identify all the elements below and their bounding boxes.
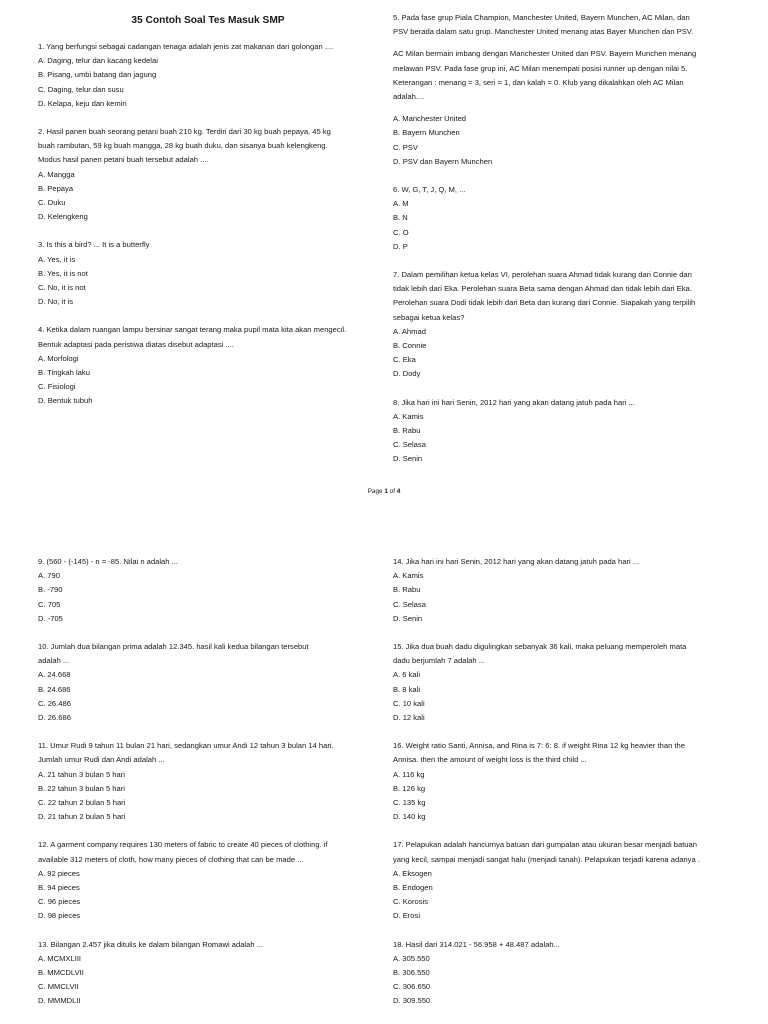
answer-option: B. Pepaya: [38, 183, 74, 193]
page2-left-column: [38, 555, 378, 1023]
answer-option: B. Tingkah laku: [38, 368, 90, 378]
answer-option: D. 21 tahun 2 bulan 5 hari: [38, 812, 126, 822]
question-stem-line: 9. (560 - (-145) - n = -85. Nilai n adalah ...: [38, 557, 178, 566]
question-list: [38, 555, 378, 1009]
answer-option: C. 10 kali: [393, 698, 425, 708]
answer-option: C. No, it is not: [38, 283, 86, 293]
question-stem-line: available 312 meters of cloth, how many pieces of clothing that can be made ...: [38, 854, 304, 864]
question-stem-line: adalah....: [393, 92, 425, 102]
question-stem-line: sebagai ketua kelas?: [393, 312, 465, 322]
question-stem-line: melawan PSV. Pada fase grup ini, AC Milan menempati posisi runner up dengan nilai 5.: [393, 63, 688, 73]
answer-option: B. 306.550: [393, 968, 430, 978]
question-block: [393, 555, 733, 626]
answer-option: D. No, it is: [38, 297, 74, 307]
question-block: [38, 40, 378, 111]
answer-option: D. 26.686: [38, 713, 71, 723]
answer-option: B. Bayern Munchen: [393, 128, 460, 138]
answer-option: B. N: [393, 213, 408, 223]
answer-option: B. Rabu: [393, 585, 421, 595]
question-stem-line: Keterangan : menang = 3, seri = 1, dan kalah = 0. Klub yang dikalahkan oleh AC Milan: [393, 77, 684, 87]
answer-option: D. 12 kali: [393, 713, 425, 723]
answer-option: A. 116 kg: [393, 769, 425, 779]
question-block: [393, 183, 733, 254]
answer-option: B. 126 kg: [393, 783, 426, 793]
answer-option: D. 309.550: [393, 996, 431, 1006]
answer-option: D. 98 pieces: [38, 911, 81, 921]
answer-option: A. 6 kali: [393, 670, 421, 680]
answer-option: B. 24.686: [38, 684, 71, 694]
question-list: [393, 555, 733, 1009]
question-stem-line: PSV berada dalam satu grup. Manchester United menang atas Bayer Munchen dan PSV.: [393, 27, 694, 37]
question-stem-line: 14. Jika hari ini hari Senin, 2012 hari yang akan datang jatuh pada hari ...: [393, 557, 640, 566]
question-block: [38, 125, 378, 224]
answer-option: C. 26.486: [38, 698, 71, 708]
question-stem-line: AC Milan bermain imbang dengan Manchester United dan PSV. Bayern Munchen menang: [393, 49, 697, 59]
answer-option: A. Mangga: [38, 169, 75, 179]
answer-option: C. 96 pieces: [38, 897, 81, 907]
question-stem-line: 11. Umur Rudi 9 tahun 11 bulan 21 hari, sedangkan umur Andi 12 tahun 3 bulan 14 hari.: [38, 741, 334, 751]
question-block: [393, 640, 733, 725]
answer-option: A. Ahmad: [393, 326, 426, 336]
question-block: [393, 11, 733, 169]
footer-middle: of: [387, 488, 397, 495]
answer-option: B. -790: [38, 585, 63, 595]
answer-option: A. 790: [38, 571, 60, 581]
answer-option: A. 92 pieces: [38, 868, 80, 878]
answer-option: A. Morfologi: [38, 353, 79, 363]
footer-total-pages: 4: [396, 488, 401, 495]
answer-option: C. 135 kg: [393, 798, 426, 808]
answer-option: D. Kelengkeng: [38, 212, 88, 222]
answer-option: A. 21 tahun 3 bulan 5 hari: [38, 769, 125, 779]
question-stem-line: 18. Hasil dari 314.021 - 56.958 + 48.487 adalah...: [393, 939, 560, 949]
answer-option: C. 705: [38, 599, 61, 609]
answer-option: D. Dody: [393, 369, 421, 379]
answer-option: D. Kelapa, keju dan kemiri: [38, 98, 127, 108]
question-stem-line: Annisa. then the amount of weight loss is the third child ...: [393, 755, 587, 765]
question-block: [393, 739, 733, 824]
question-stem-line: dadu berjumlah 7 adalah ...: [393, 656, 486, 666]
answer-option: A. 24.668: [38, 670, 71, 680]
question-block: [38, 838, 378, 923]
question-block: [393, 938, 733, 1009]
page1-right-column: [393, 11, 733, 481]
question-stem-line: Perolehan suara Dodi tidak lebih dari Beta dan kurang dari Connie. Siapakah yang terpilih: [393, 298, 696, 308]
answer-option: C. Selasa: [393, 440, 426, 450]
question-stem-line: 3. Is this a bird? ... It is a butterfly: [38, 240, 150, 250]
answer-option: A. Kamis: [393, 571, 424, 581]
page-gap: [0, 515, 768, 540]
answer-option: A. M: [393, 199, 409, 209]
question-block: [38, 238, 378, 309]
answer-option: B. Rabu: [393, 426, 421, 436]
answer-option: C. Eka: [393, 355, 416, 365]
question-stem-line: 17. Pelapukan adalah hancurnya batuan dari gumpalan atau ukuran besar menjadi batuan: [393, 840, 697, 850]
answer-option: B. MMCDLVII: [38, 968, 84, 978]
page1-left-column: [38, 0, 378, 423]
question-stem-line: 2. Hasil panen buah seorang petani buah 210 kg. Terdiri dari 30 kg buah pepaya, 45 kg: [38, 127, 331, 137]
question-stem-line: tidak lebih dari Eka. Perolehan suara Beta sama dengan Ahmad dan tidak lebih dari Eka.: [393, 284, 692, 294]
question-stem-line: 8. Jika hari ini hari Senin, 2012 hari yang akan datang jatuh pada hari ...: [393, 397, 635, 407]
question-block: [393, 268, 733, 382]
answer-option: C. Daging, telur dan susu: [38, 84, 124, 94]
answer-option: B. Pisang, umbi batang dan jagung: [38, 70, 157, 80]
page-footer: [0, 487, 768, 497]
question-stem-line: adalah ...: [38, 656, 70, 666]
question-stem-line: 4. Ketika dalam ruangan lampu bersinar sangat terang maka pupil mata kita akan mengecil.: [38, 325, 347, 335]
page2-right-column: [393, 555, 733, 1023]
answer-option: A. Daging, telur dan kacang kedelai: [38, 56, 158, 66]
footer-prefix: Page: [367, 488, 385, 495]
question-stem-line: Jumlah umur Rudi dan Andi adalah ...: [38, 755, 165, 765]
question-block: [38, 739, 378, 824]
answer-option: C. PSV: [393, 142, 418, 152]
answer-option: C. O: [393, 227, 409, 237]
answer-option: D. P: [393, 241, 408, 251]
answer-option: C. Fisiologi: [38, 382, 76, 392]
question-stem-line: 7. Dalam pemilihan ketua kelas VI, perolehan suara Ahmad tidak kurang dari Connie dan: [393, 270, 692, 280]
answer-option: D. MMMDLII: [38, 996, 81, 1006]
question-list: [38, 40, 378, 409]
question-stem-line: 12. A garment company requires 130 meters of fabric to create 40 pieces of clothing. if: [38, 840, 328, 850]
answer-option: C. Duku: [38, 198, 66, 208]
question-stem-line: 13. Bilangan 2.457 jika ditulis ke dalam bilangan Romawi adalah ...: [38, 939, 263, 949]
answer-option: B. Connie: [393, 341, 427, 351]
answer-option: B. Endogen: [393, 883, 433, 893]
document-page-2: [0, 540, 768, 1024]
answer-option: D. -705: [38, 613, 63, 623]
question-block: [393, 838, 733, 923]
answer-option: C. Selasa: [393, 599, 426, 609]
answer-option: C. 22 tahun 2 bulan 5 hari: [38, 798, 126, 808]
answer-option: D. PSV dan Bayern Munchen: [393, 156, 493, 166]
answer-option: A. Eksogen: [393, 868, 432, 878]
question-stem-line: 16. Weight ratio Santi, Annisa, and Rina is 7: 6: 8. if weight Rina 12 kg heavier than the: [393, 741, 685, 751]
question-stem-line: 10. Jumlah dua bilangan prima adalah 12.345. hasil kali kedua bilangan tersebut: [38, 642, 309, 652]
answer-option: D. Erosi: [393, 911, 421, 921]
answer-option: C. Korosis: [393, 897, 429, 907]
question-block: [393, 396, 733, 467]
question-list: [393, 11, 733, 467]
answer-option: A. Manchester United: [393, 114, 467, 124]
question-block: [38, 555, 378, 626]
answer-option: C. MMCLVII: [38, 982, 79, 992]
answer-option: A. MCMXLIII: [38, 953, 82, 963]
footer-current-page: 1: [384, 488, 388, 495]
question-stem-line: Modus hasil panen petani buah tersebut adalah ....: [38, 155, 209, 165]
answer-option: B. 22 tahun 3 bulan 5 hari: [38, 783, 125, 793]
question-stem-line: yang kecil, sampai menjadi sangat halu (menjadi tanah). Pelapukan terjadi karena adanya .: [393, 854, 700, 864]
question-stem-line: 1. Yang berfungsi sebagai cadangan tenaga adalah jenis zat makanan dari golongan ....: [38, 42, 334, 51]
question-block: [38, 323, 378, 408]
answer-option: B. Yes, it is not: [38, 268, 88, 278]
document-title: 35 Contoh Soal Tes Masuk SMP: [131, 15, 285, 26]
answer-option: D. 140 kg: [393, 812, 426, 822]
answer-option: A. Kamis: [393, 411, 424, 421]
question-block: [38, 938, 378, 1009]
answer-option: B. 94 pieces: [38, 883, 80, 893]
answer-option: C. 306.650: [393, 982, 431, 992]
answer-option: D. Senin: [393, 613, 423, 623]
answer-option: B. 8 kali: [393, 684, 421, 694]
answer-option: A. 305.550: [393, 953, 430, 963]
question-stem-line: 6. W, G, T, J, Q, M, ...: [393, 185, 466, 195]
question-stem-line: buah rambutan, 59 kg buah mangga, 28 kg buah duku, dan sisanya buah kelengkeng.: [38, 141, 328, 151]
question-stem-line: 15. Jika dua buah dadu digulingkan sebanyak 36 kali, maka peluang memperoleh mata: [393, 642, 687, 652]
answer-option: D. Bentuk tubuh: [38, 396, 93, 406]
question-stem-line: 5. Pada fase grup Piala Champion, Manchester United, Bayern Munchen, AC Milan, dan: [393, 13, 690, 22]
answer-option: A. Yes, it is: [38, 254, 76, 264]
question-block: [38, 640, 378, 725]
answer-option: D. Senin: [393, 454, 423, 464]
question-stem-line: Bentuk adaptasi pada peristiwa diatas disebut adaptasi ....: [38, 339, 234, 349]
